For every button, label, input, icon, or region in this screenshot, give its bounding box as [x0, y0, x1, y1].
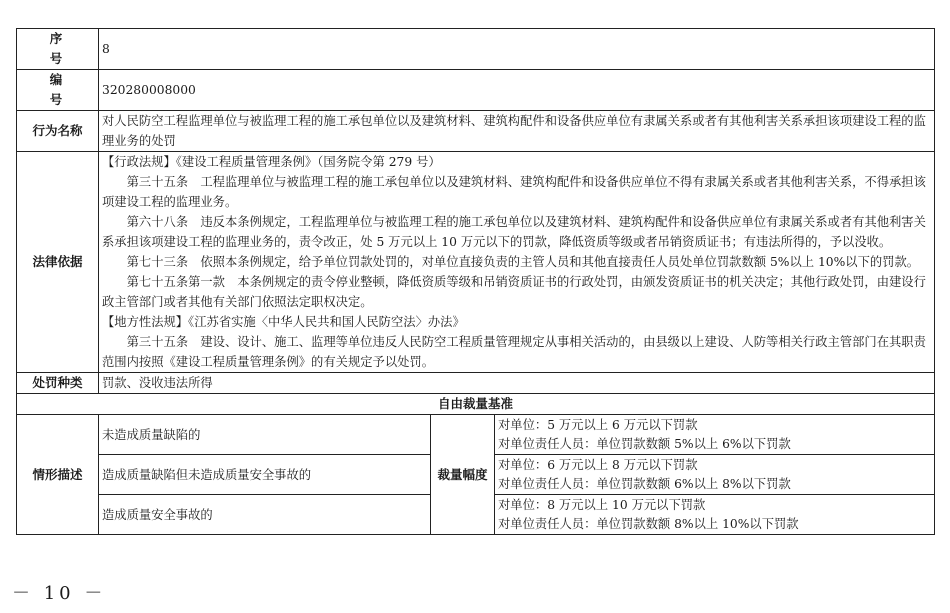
legal-section-heading: 【地方性法规】《江苏省实施〈中华人民共和国人民防空法〉办法》 — [102, 315, 465, 329]
page-number: － 10 － — [12, 583, 107, 604]
row-code — [17, 70, 935, 111]
legal-label: 法律依据 — [17, 152, 99, 373]
code-label: 编 号 — [17, 70, 99, 111]
seq-label: 序 号 — [17, 29, 99, 70]
code-value: 320280008000 — [99, 70, 935, 111]
legal-section-heading: 【行政法规】《建设工程质量管理条例》（国务院令第 279 号） — [102, 155, 441, 169]
range-label: 裁量幅度 — [431, 415, 495, 535]
row-seq — [17, 29, 935, 70]
legal-article: 第七十三条 依照本条例规定，给予单位罚款处罚的，对单位直接负责的主管人员和其他直接责任人员处单位罚款数额 5%以上 10%以下的罚款。 — [126, 255, 920, 269]
regulation-page — [16, 28, 934, 535]
situation-text: 造成质量缺陷但未造成质量安全事故的 — [99, 455, 431, 495]
range-cell — [495, 495, 935, 535]
unit-fine: 对单位：5 万元以上 6 万元以下罚款 — [498, 417, 698, 432]
range-cell — [495, 455, 935, 495]
row-discretion-title — [17, 394, 935, 415]
legal-article: 第七十五条第一款 本条例规定的责令停业整顿，降低资质等级和吊销资质证书的行政处罚，由颁发资质证书的机关决定；其他行政处罚，由建设行政主管部门或者其他有关部门依照法定职权决定。 — [102, 275, 926, 309]
discretion-row — [17, 415, 935, 455]
seq-value: 8 — [99, 29, 935, 70]
legal-content — [99, 152, 935, 373]
penalty-table — [16, 28, 935, 535]
behavior-label: 行为名称 — [17, 111, 99, 152]
situation-text: 未造成质量缺陷的 — [99, 415, 431, 455]
row-behavior — [17, 111, 935, 152]
behavior-value: 对人民防空工程监理单位与被监理工程的施工承包单位以及建筑材料、建筑构配件和设备供应单位有隶属关系或者有其他利害关系承担该项建设工程的监理业务的处罚 — [99, 111, 935, 152]
discretion-title: 自由裁量基准 — [17, 394, 935, 415]
penalty-type-label: 处罚种类 — [17, 373, 99, 394]
legal-article: 第三十五条 工程监理单位与被监理工程的施工承包单位以及建筑材料、建筑构配件和设备供应单位不得有隶属关系或者其他利害关系，不得承担该项建设工程的监理业务。 — [102, 175, 926, 209]
row-penalty-type — [17, 373, 935, 394]
row-legal-basis — [17, 152, 935, 373]
situation-label: 情形描述 — [17, 415, 99, 535]
unit-fine: 对单位：8 万元以上 10 万元以下罚款 — [498, 497, 706, 512]
range-cell — [495, 415, 935, 455]
person-fine: 对单位责任人员：单位罚款数额 6%以上 8%以下罚款 — [498, 476, 791, 491]
legal-article: 第三十五条 建设、设计、施工、监理等单位违反人民防空工程质量管理规定从事相关活动的，由县级以上建设、人防等相关行政主管部门在其职责范围内按照《建设工程质量管理条例》的有关规定予以处罚。 — [102, 335, 926, 369]
legal-article: 第六十八条 违反本条例规定，工程监理单位与被监理工程的施工承包单位以及建筑材料、建筑构配件和设备供应单位有隶属关系或者有其他利害关系承担该项建设工程的监理业务的，责令改正，处 5 万元以上 10 万元以下的罚款，降低资质等级或者吊销资质证书；有违法所得的，予以没收。 — [102, 215, 926, 249]
person-fine: 对单位责任人员：单位罚款数额 5%以上 6%以下罚款 — [498, 436, 791, 451]
unit-fine: 对单位：6 万元以上 8 万元以下罚款 — [498, 457, 698, 472]
person-fine: 对单位责任人员：单位罚款数额 8%以上 10%以下罚款 — [498, 516, 799, 531]
situation-text: 造成质量安全事故的 — [99, 495, 431, 535]
penalty-type-value: 罚款、没收违法所得 — [99, 373, 935, 394]
